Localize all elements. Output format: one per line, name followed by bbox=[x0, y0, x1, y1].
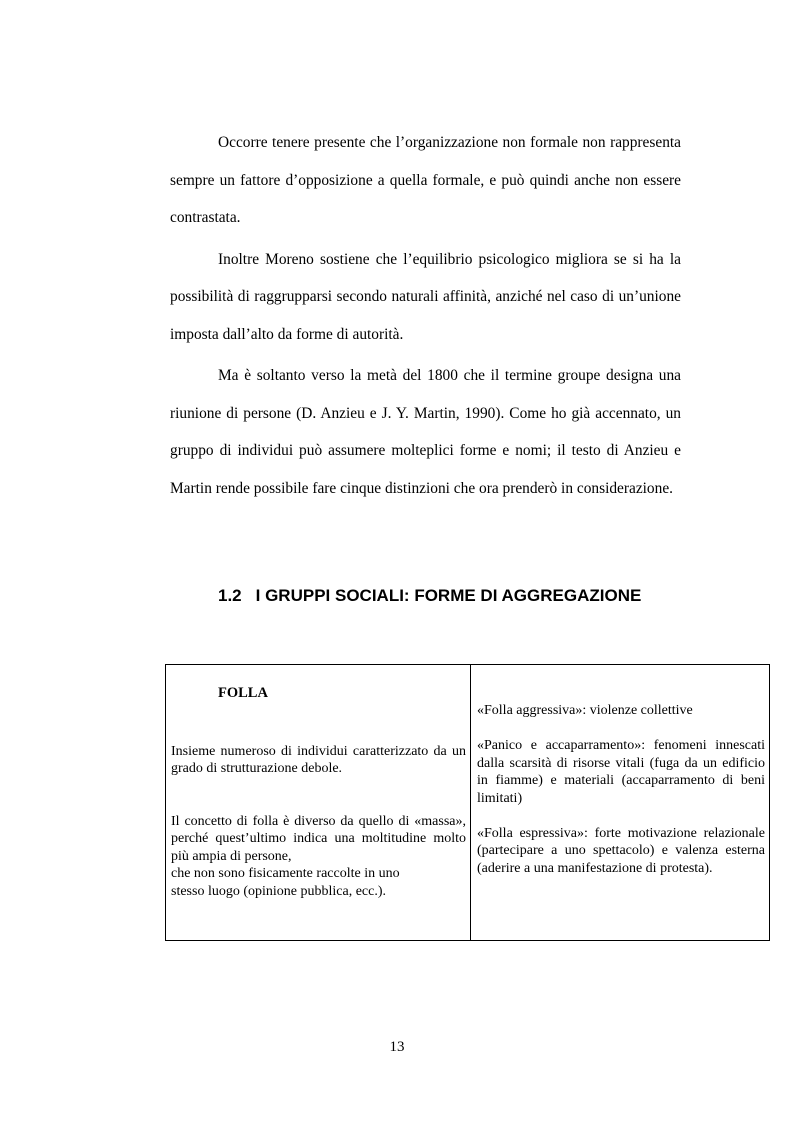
aggregation-table bbox=[165, 664, 770, 941]
paragraph-moreno: Inoltre Moreno sostiene che l’equilibrio psicologico migliora se si ha la possibilità di raggrupparsi secondo naturali affinità, anziché nel caso di un’unione imposta dall’alto da forme di autorità. bbox=[170, 250, 681, 343]
table-cell-types bbox=[471, 665, 769, 940]
section-title: I GRUPPI SOCIALI: FORME DI AGGREGAZIONE bbox=[255, 586, 642, 605]
page-number: 13 bbox=[389, 1039, 405, 1055]
folla-concept-line: che non sono fisicamente raccolte in uno bbox=[171, 866, 400, 881]
body-text bbox=[170, 124, 681, 507]
folla-title: FOLLA bbox=[218, 685, 268, 701]
folla-concept bbox=[171, 813, 466, 901]
type-folla-aggressiva: «Folla aggressiva»: violenze collettive bbox=[477, 703, 693, 718]
type-panico-accaparramento: «Panico e accaparramento»: fenomeni innescati dalla scarsità di risorse vitali (fuga da un edificio in fiamme) e materiali (accaparramento di beni limitati) bbox=[477, 738, 765, 806]
table-cell-folla bbox=[166, 665, 471, 940]
folla-concept-line: stesso luogo (opinione pubblica, ecc.). bbox=[171, 883, 387, 899]
folla-concept-line: Il concetto di folla è diverso da quello di «massa», perché quest’ultimo indica una moltitudine molto più ampia di persone, bbox=[171, 813, 466, 864]
paragraph-groupe: Ma è soltanto verso la metà del 1800 che il termine groupe designa una riunione di persone (D. Anzieu e J. Y. Martin, 1990). Come ho già accennato, un gruppo di individui può assumere molteplici forme e nomi; il testo di Anzieu e Martin rende possibile fare cinque distinzioni che ora prenderò in considerazione. bbox=[170, 367, 681, 497]
section-heading bbox=[218, 586, 641, 606]
type-folla-espressiva: «Folla espressiva»: forte motivazione relazionale (partecipare a uno spettacolo) e valenza esterna (aderire a una manifestazione di protesta). bbox=[477, 825, 765, 876]
folla-definition: Insieme numeroso di individui caratterizzato da un grado di strutturazione debole. bbox=[171, 743, 466, 776]
paragraph-organizzazione: Occorre tenere presente che l’organizzazione non formale non rappresenta sempre un fattore d’opposizione a quella formale, e può quindi anche non essere contrastata. bbox=[170, 134, 681, 226]
section-number: 1.2 bbox=[218, 586, 242, 605]
